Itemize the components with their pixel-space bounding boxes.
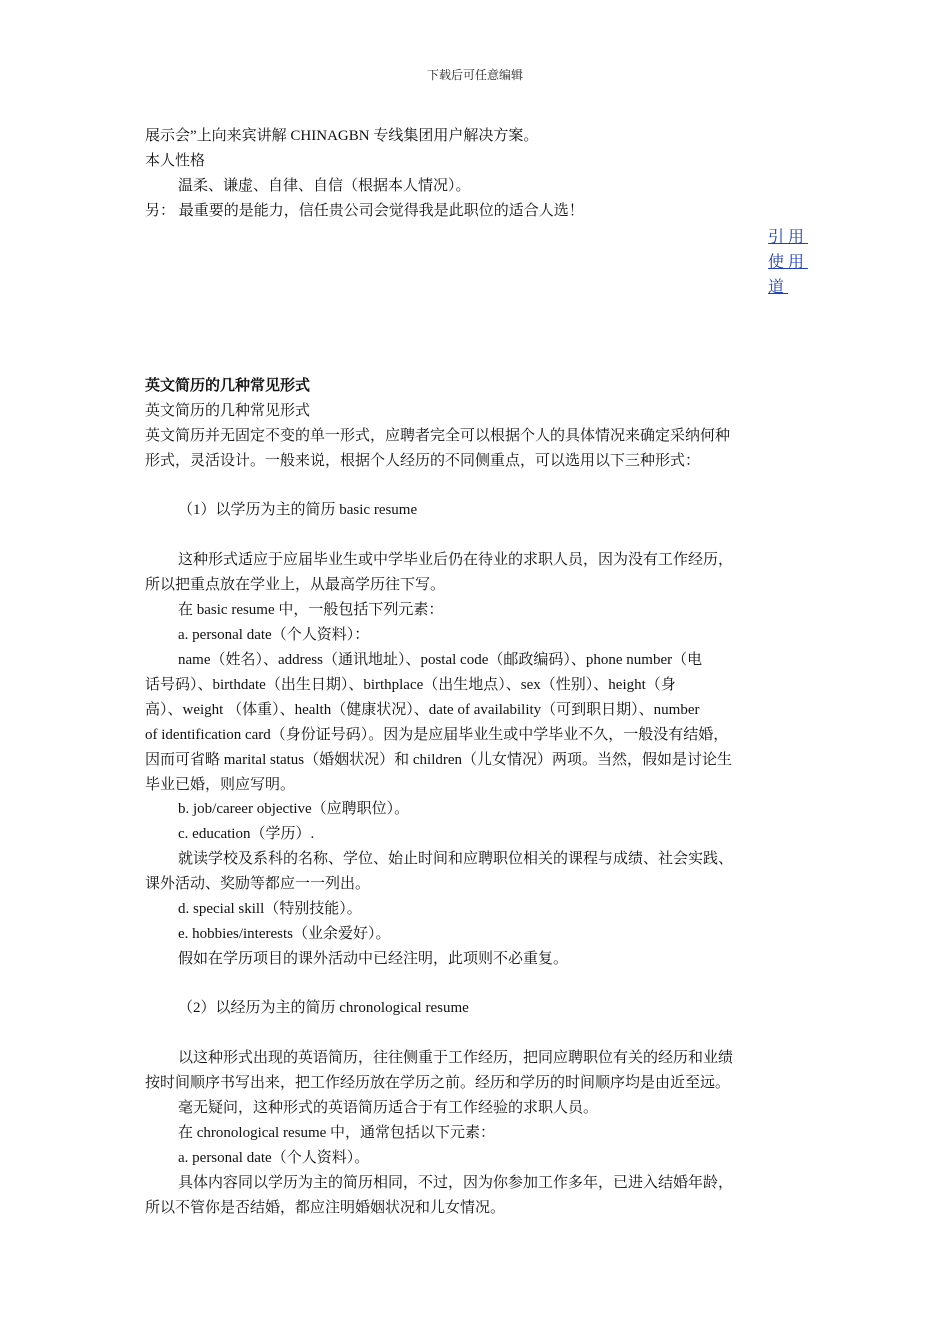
section-heading: （1）以学历为主的简历 basic resume [178, 502, 418, 518]
text-line: 以这种形式出现的英语简历，往往侧重于工作经历，把同应聘职位有关的经历和业绩 [178, 1050, 734, 1066]
list-item: a. personal date（个人资料）。 [178, 1150, 370, 1166]
text-line: name（姓名）、address（通讯地址）、postal code（邮政编码）、phone number（电 [178, 652, 703, 668]
text-line: 假如在学历项目的课外活动中已经注明，此项则不必重复。 [178, 951, 569, 967]
list-item: e. hobbies/interests（业余爱好）。 [178, 926, 391, 942]
text-line: 形式，灵活设计。一般来说，根据个人经历的不同侧重点，可以选用以下三种形式： [145, 453, 701, 469]
text-line: 在 basic resume 中，一般包括下列元素： [178, 602, 444, 618]
list-item: d. special skill（特别技能）。 [178, 901, 362, 917]
section-label-personality: 本人性格 [145, 153, 206, 169]
text-line: 按时间顺序书写出来，把工作经历放在学历之前。经历和学历的时间顺序均是由近至远。 [145, 1075, 731, 1091]
text-line: 高）、weight （体重）、health（健康状况）、date of availability（可到职日期）、number [145, 702, 700, 718]
text-line: 毫无疑问，这种形式的英语简历适合于有工作经验的求职人员。 [178, 1100, 599, 1116]
reference-link[interactable]: 引用 [768, 229, 809, 246]
text-line: 另： 最重要的是能力，信任贵公司会觉得我是此职位的适合人选！ [145, 203, 584, 219]
article-subtitle: 英文简历的几种常见形式 [145, 403, 311, 419]
list-item: a. personal date（个人资料）： [178, 627, 370, 643]
text-line: 所以把重点放在学业上，从最高学历往下写。 [145, 577, 446, 593]
text-line: 英文简历并无固定不变的单一形式，应聘者完全可以根据个人的具体情况来确定采纳何种 [145, 428, 731, 444]
page-header: 下载后可任意编辑 [426, 68, 523, 82]
text-line: 展示会”上向来宾讲解 CHINAGBN 专线集团用户解决方案。 [145, 128, 539, 144]
text-line: 毕业已婚，则应写明。 [145, 777, 296, 793]
text-line: 话号码）、birthdate（出生日期）、birthplace（出生地点）、sex（性别）、height（身 [145, 677, 676, 693]
article-title: 英文简历的几种常见形式 [145, 378, 311, 394]
text-line: of identification card（身份证号码）。因为是应届毕业生或中学毕业不久，一般没有结婚， [145, 727, 729, 743]
text-line: 课外活动、奖励等都应一一列出。 [145, 876, 371, 892]
text-line: 就读学校及系科的名称、学位、始止时间和应聘职位相关的课程与成绩、社会实践、 [178, 851, 734, 867]
list-item: c. education（学历）. [178, 826, 315, 842]
text-line: 温柔、谦虚、自律、自信（根据本人情况）。 [178, 178, 471, 194]
text-line: 所以不管你是否结婚，都应注明婚姻状况和儿女情况。 [145, 1200, 506, 1216]
reference-link[interactable]: 使用 [768, 254, 809, 271]
list-item: b. job/career objective（应聘职位）。 [178, 801, 410, 817]
text-line: 在 chronological resume 中，通常包括以下元素： [178, 1125, 496, 1141]
text-line: 这种形式适应于应届毕业生或中学毕业后仍在待业的求职人员，因为没有工作经历， [178, 552, 734, 568]
text-line: 因而可省略 marital status（婚姻状况）和 children（儿女情况）两项。当然，假如是讨论生 [145, 752, 733, 768]
text-line: 具体内容同以学历为主的简历相同，不过，因为你参加工作多年，已进入结婚年龄， [178, 1175, 734, 1191]
reference-link[interactable]: 道 [768, 279, 789, 296]
section-heading: （2）以经历为主的简历 chronological resume [178, 1000, 469, 1016]
